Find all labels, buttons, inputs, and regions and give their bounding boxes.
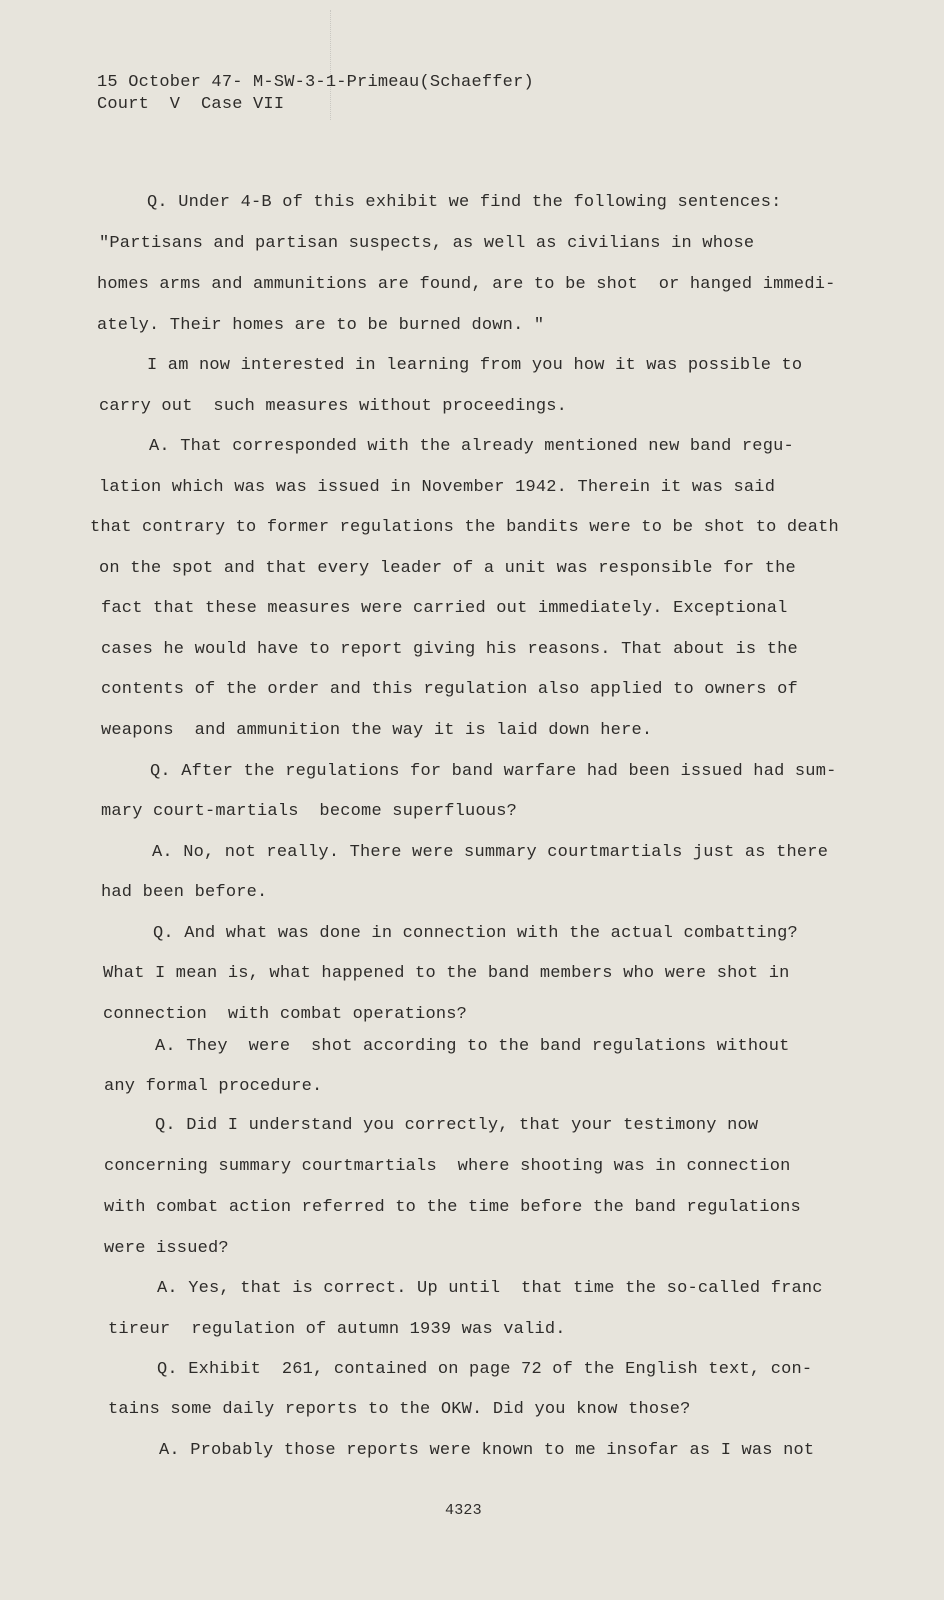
text-line: What I mean is, what happened to the band members who were shot in <box>103 964 790 983</box>
text-line: connection with combat operations? <box>103 1005 468 1024</box>
text-line: Q. After the regulations for band warfare had been issued had sum- <box>150 762 837 781</box>
text-line: homes arms and ammunitions are found, are to be shot or hanged immedi- <box>97 275 836 294</box>
text-line: with combat action referred to the time before the band regulations <box>104 1198 801 1217</box>
text-line: Q. And what was done in connection with the actual combatting? <box>153 924 798 943</box>
text-line: A. They were shot according to the band regulations without <box>155 1037 790 1056</box>
text-line: "Partisans and partisan suspects, as well as civilians in whose <box>99 234 755 253</box>
header-line-1: 15 October 47- M-SW-3-1-Primeau(Schaeffer) <box>97 73 534 92</box>
text-line: lation which was was issued in November 1942. Therein it was said <box>99 478 776 497</box>
document-header <box>97 72 534 116</box>
text-line: weapons and ammunition the way it is laid down here. <box>101 721 653 740</box>
text-line: had been before. <box>101 883 268 902</box>
text-line: A. Probably those reports were known to me insofar as I was not <box>159 1441 815 1460</box>
text-line: fact that these measures were carried out immediately. Exceptional <box>101 599 788 618</box>
text-line: tains some daily reports to the OKW. Did you know those? <box>108 1400 691 1419</box>
text-line: carry out such measures without proceedings. <box>99 397 568 416</box>
text-line: were issued? <box>104 1239 229 1258</box>
text-line: Q. Did I understand you correctly, that your testimony now <box>155 1116 759 1135</box>
page-number: 4323 <box>445 1502 482 1519</box>
text-line: cases he would have to report giving his reasons. That about is the <box>101 640 798 659</box>
text-line: any formal procedure. <box>104 1077 323 1096</box>
text-line: A. That corresponded with the already mentioned new band regu- <box>149 437 794 456</box>
text-line: A. No, not really. There were summary courtmartials just as there <box>152 843 829 862</box>
text-line: that contrary to former regulations the bandits were to be shot to death <box>90 518 839 537</box>
text-line: A. Yes, that is correct. Up until that time the so-called franc <box>157 1279 823 1298</box>
text-line: I am now interested in learning from you how it was possible to <box>147 356 803 375</box>
text-line: Q. Exhibit 261, contained on page 72 of the English text, con- <box>157 1360 813 1379</box>
text-line: on the spot and that every leader of a unit was responsible for the <box>99 559 796 578</box>
text-line: Q. Under 4-B of this exhibit we find the following sentences: <box>147 193 782 212</box>
text-line: mary court-martials become superfluous? <box>101 802 518 821</box>
header-line-2: Court V Case VII <box>97 95 285 114</box>
text-line: contents of the order and this regulation also applied to owners of <box>101 680 798 699</box>
text-line: ately. Their homes are to be burned down. " <box>97 316 545 335</box>
text-line: tireur regulation of autumn 1939 was valid. <box>108 1320 566 1339</box>
text-line: concerning summary courtmartials where shooting was in connection <box>104 1157 791 1176</box>
